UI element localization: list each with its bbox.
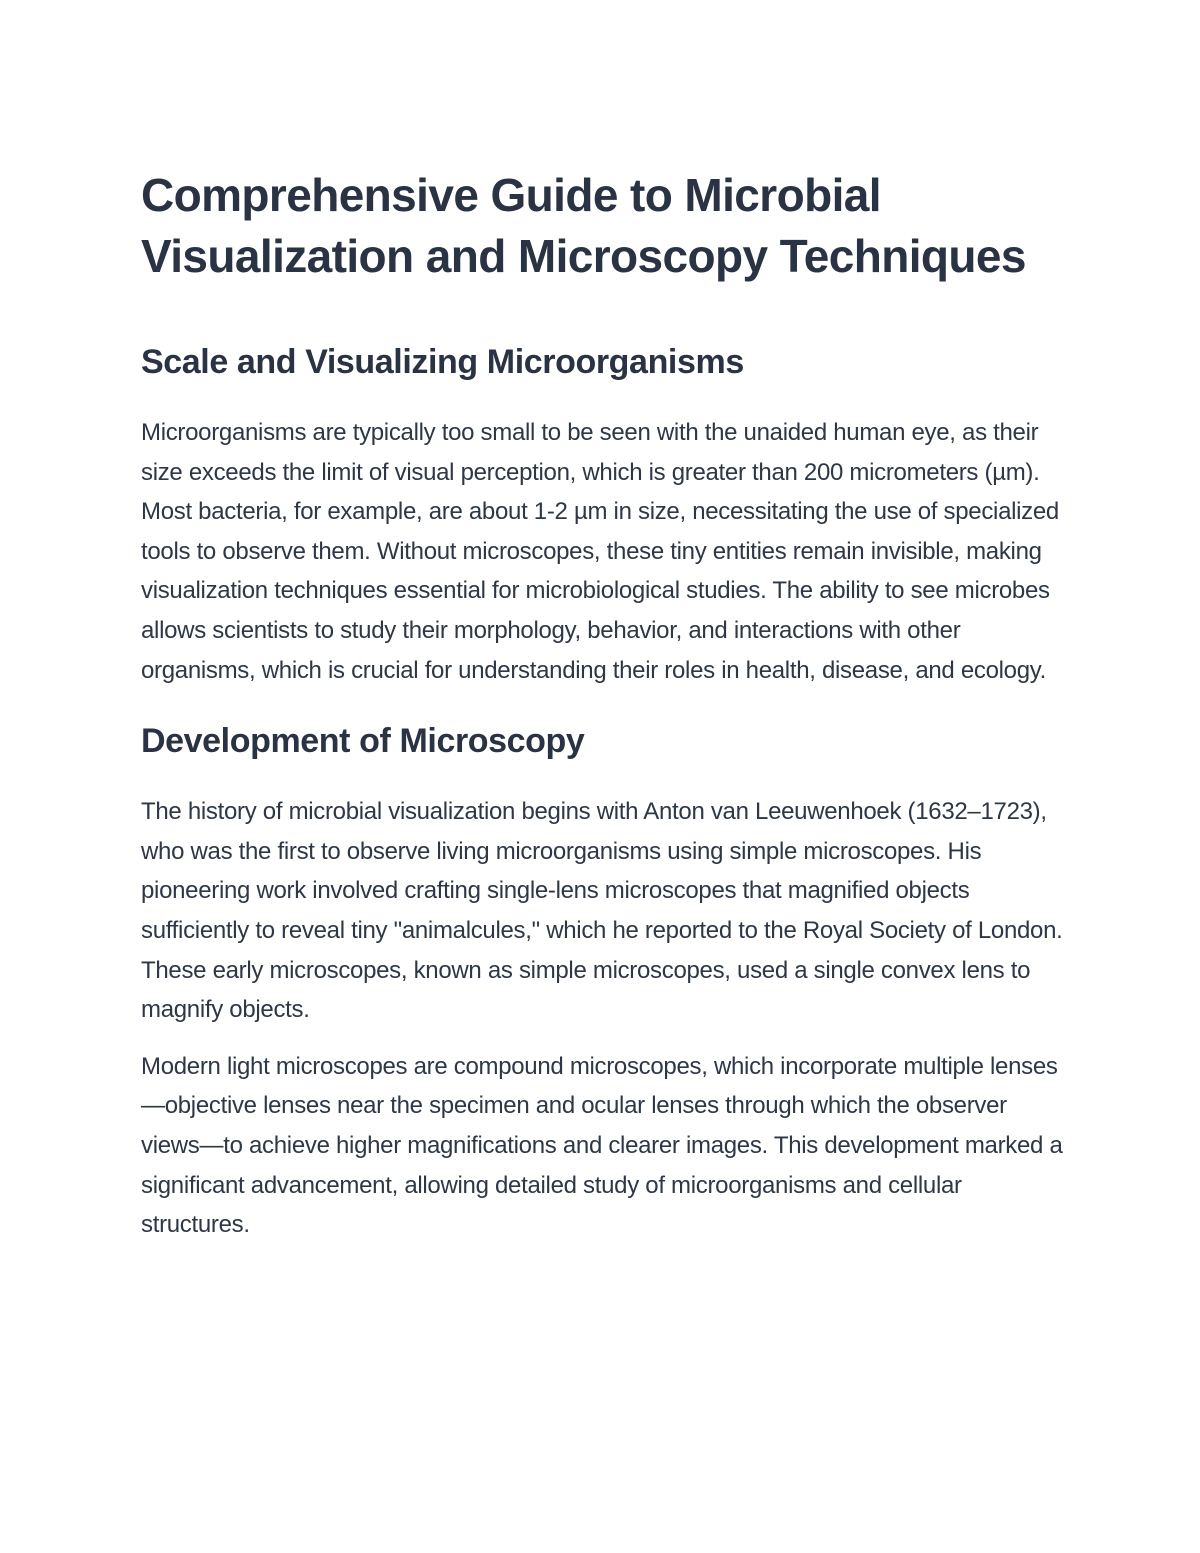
document-title: Comprehensive Guide to Microbial Visualization and Microscopy Techniques bbox=[141, 169, 1026, 282]
section-paragraph: Modern light microscopes are compound microscopes, which incorporate multiple lenses—objective lenses near the specimen and ocular lenses through which the observer views—to achieve higher magnifications and clearer images. This development marked a significant advancement, allowing detailed study of microorganisms and cellular structures. bbox=[141, 1052, 1063, 1239]
section-heading: Scale and Visualizing Microorganisms bbox=[141, 343, 744, 381]
section-development-of-microscopy bbox=[141, 720, 1066, 1245]
document-page bbox=[141, 165, 1066, 1262]
section-scale-and-visualizing bbox=[141, 341, 1066, 690]
section-heading: Development of Microscopy bbox=[141, 722, 585, 761]
section-paragraph: The history of microbial visualization begins with Anton van Leeuwenhoek (1632–1723), who was the first to observe living microorganisms using simple microscopes. His pioneering work involved crafting single-lens microscopes that magnified objects sufficiently to reveal tiny "animalcules," which he reported to the Royal Society of London. These early microscopes, known as simple microscopes, used a single convex lens to magnify objects. bbox=[141, 798, 1063, 1024]
section-paragraph: Microorganisms are typically too small to be seen with the unaided human eye, as their size exceeds the limit of visual perception, which is greater than 200 micrometers (µm). Most bacteria, for example, are about 1-2 µm in size, necessitating the use of specialized tools to observe them. Without microscopes, these tiny entities remain invisible, making visualization techniques essential for microbiological studies. The ability to see microbes allows scientists to study their morphology, behavior, and interactions with other organisms, which is crucial for understanding their roles in health, disease, and ecology. bbox=[141, 419, 1059, 684]
